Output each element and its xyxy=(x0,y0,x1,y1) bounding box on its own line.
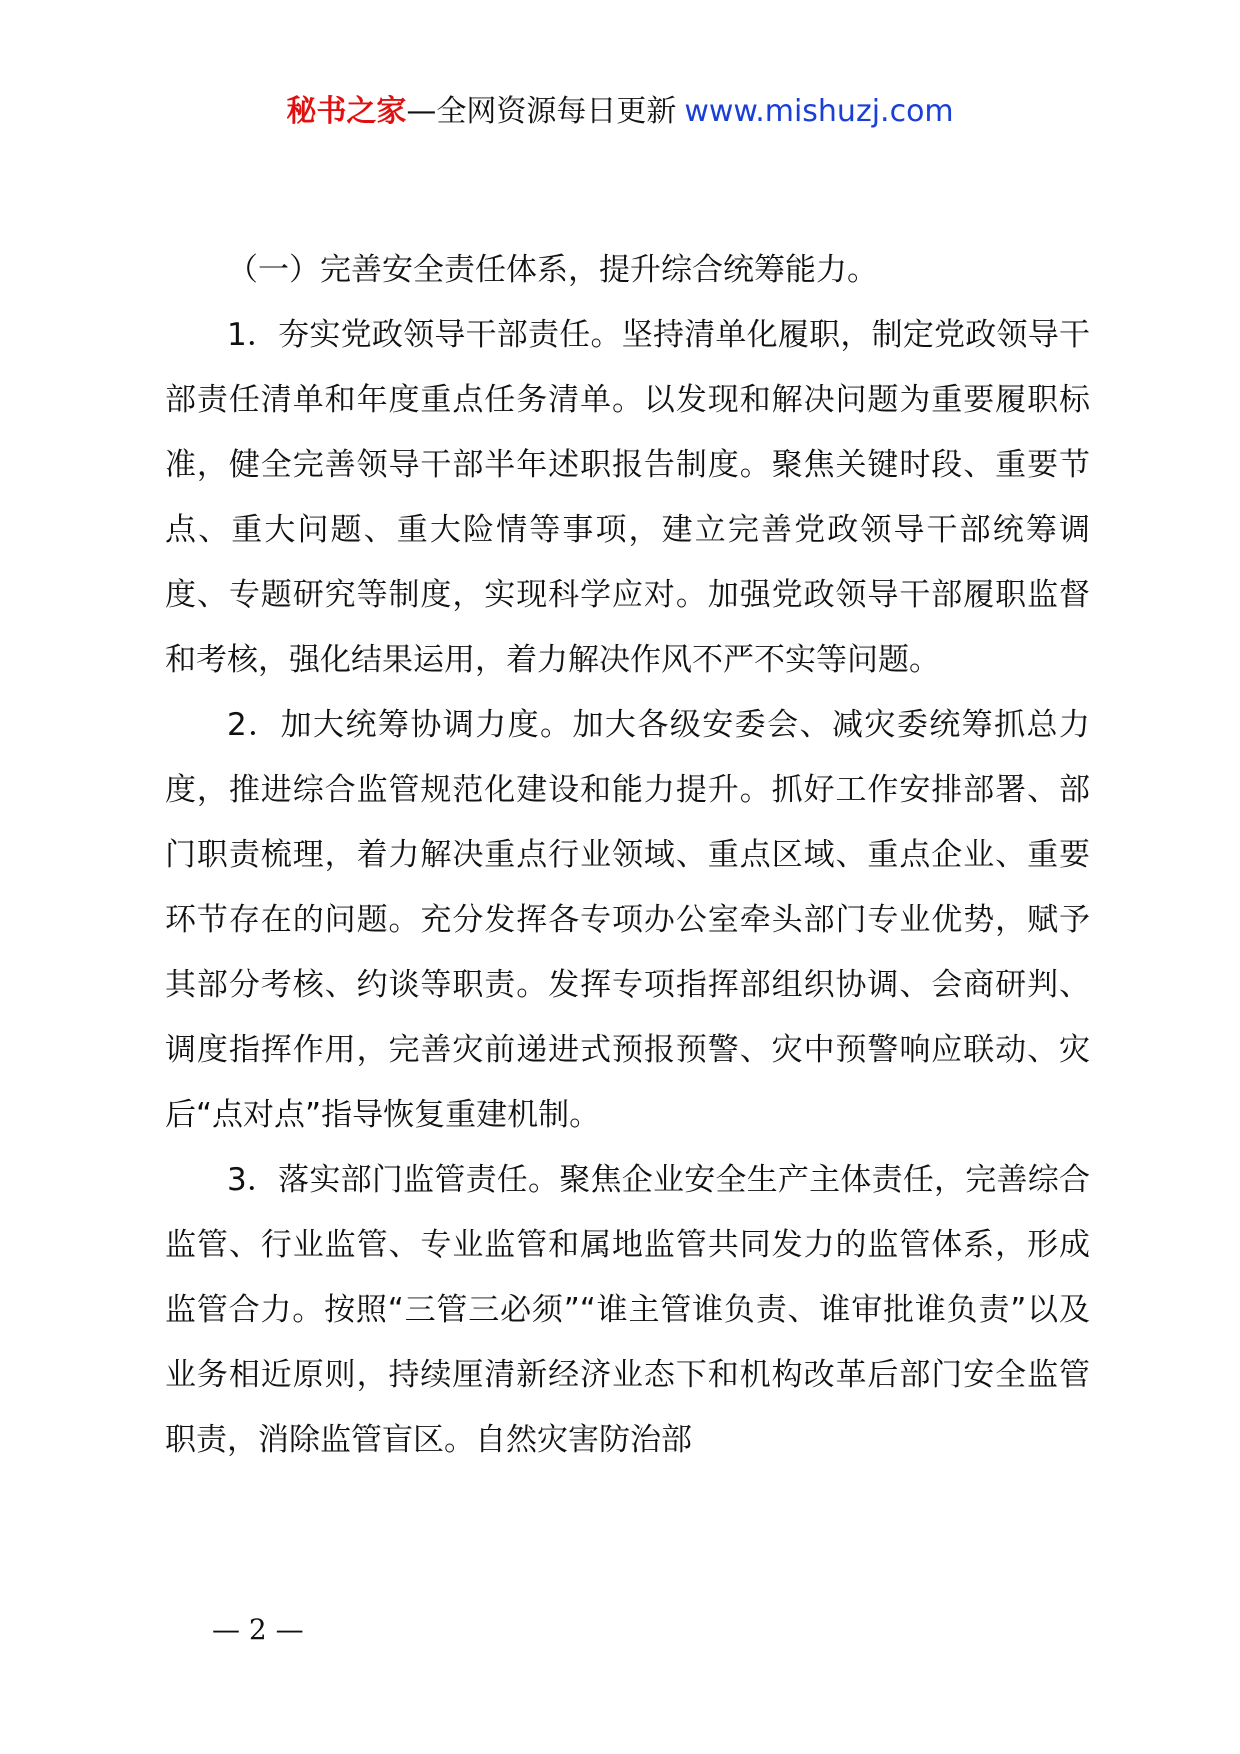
section-heading: （一）完善安全责任体系，提升综合统筹能力。 xyxy=(227,252,878,288)
paragraph-2: 2．加大统筹协调力度。加大各级安委会、减灾委统筹抓总力度，推进综合监管规范化建设和能力提升。抓好工作安排部署、部门职责梳理，着力解决重点行业领域、重点区域、重点企业、重要环节存在的问题。充分发挥各专项办公室牵头部门专业优势，赋予其部分考核、约谈等职责。发挥专项指挥部组织协调、会商研判、调度指挥作用，完善灾前递进式预报预警、灾中预警响应联动、灾后“点对点”指导恢复重建机制。 xyxy=(165,707,1090,1133)
page-number: — 2 — xyxy=(212,1613,304,1646)
site-brand: 秘书之家 xyxy=(286,94,407,129)
document-body xyxy=(165,238,1090,1473)
site-url[interactable]: www.mishuzj.com xyxy=(684,94,954,129)
paragraph-1: 1．夯实党政领导干部责任。坚持清单化履职，制定党政领导干部责任清单和年度重点任务清单。以发现和解决问题为重要履职标准，健全完善领导干部半年述职报告制度。聚焦关键时段、重要节点、重大问题、重大险情等事项，建立完善党政领导干部统筹调度、专题研究等制度，实现科学应对。加强党政领导干部履职监督和考核，强化结果运用，着力解决作风不严不实等问题。 xyxy=(165,317,1090,678)
site-tagline: —全网资源每日更新 xyxy=(406,94,677,129)
paragraph-3: 3．落实部门监管责任。聚焦企业安全生产主体责任，完善综合监管、行业监管、专业监管和属地监管共同发力的监管体系，形成监管合力。按照“三管三必须”“谁主管谁负责、谁审批谁负责”以及业务相近原则，持续厘清新经济业态下和机构改革后部门安全监管职责，消除监管盲区。自然灾害防治部 xyxy=(165,1162,1090,1458)
site-header xyxy=(0,92,1240,132)
